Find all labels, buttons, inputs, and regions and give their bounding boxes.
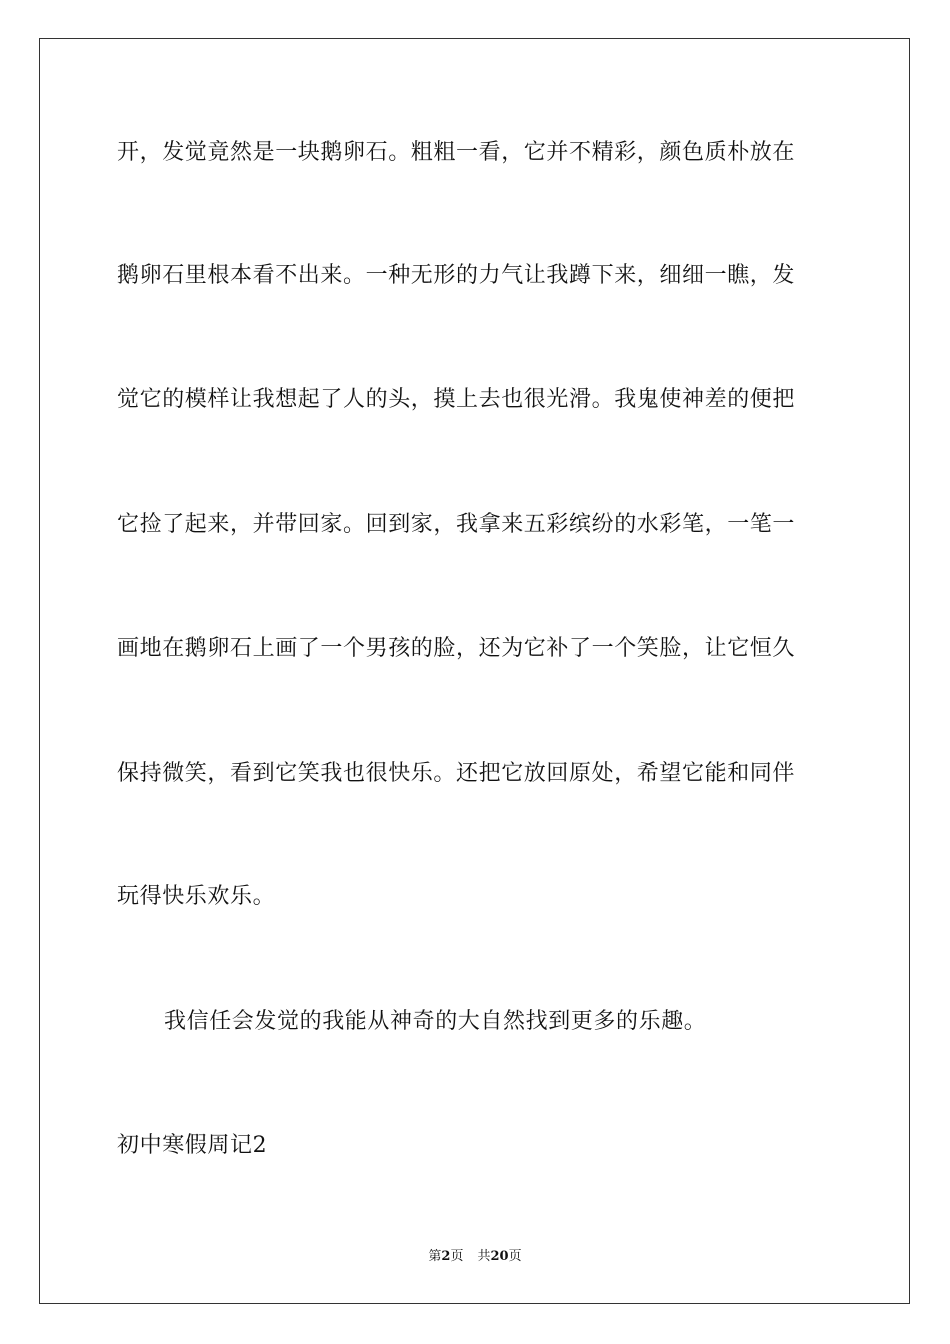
body-line-4: 它捡了起来，并带回家。回到家，我拿来五彩缤纷的水彩笔，一笔一 xyxy=(117,512,796,537)
page-prefix: 第 xyxy=(428,1249,442,1264)
page-suffix: 页 xyxy=(450,1249,464,1264)
total-prefix: 共 xyxy=(477,1249,491,1264)
body-line-7: 玩得快乐欢乐。 xyxy=(117,884,276,909)
body-line-1: 开，发觉竟然是一块鹅卵石。粗粗一看，它并不精彩，颜色质朴放在 xyxy=(117,140,796,165)
paragraph-2: 我信任会发觉的我能从神奇的大自然找到更多的乐趣。 xyxy=(164,1009,707,1034)
page-number: 2 xyxy=(441,1249,451,1264)
total-pages: 20 xyxy=(490,1249,509,1264)
section-heading: 初中寒假周记2 xyxy=(117,1133,268,1158)
body-line-3: 觉它的模样让我想起了人的头，摸上去也很光滑。我鬼使神差的便把 xyxy=(117,387,796,412)
page-frame xyxy=(39,38,910,1304)
page-footer xyxy=(0,1248,950,1266)
body-line-5: 画地在鹅卵石上画了一个男孩的脸，还为它补了一个笑脸，让它恒久 xyxy=(117,636,796,661)
total-suffix: 页 xyxy=(508,1249,522,1264)
body-line-2: 鹅卵石里根本看不出来。一种无形的力气让我蹲下来，细细一瞧，发 xyxy=(117,263,796,288)
body-line-6: 保持微笑，看到它笑我也很快乐。还把它放回原处，希望它能和同伴 xyxy=(117,761,796,786)
